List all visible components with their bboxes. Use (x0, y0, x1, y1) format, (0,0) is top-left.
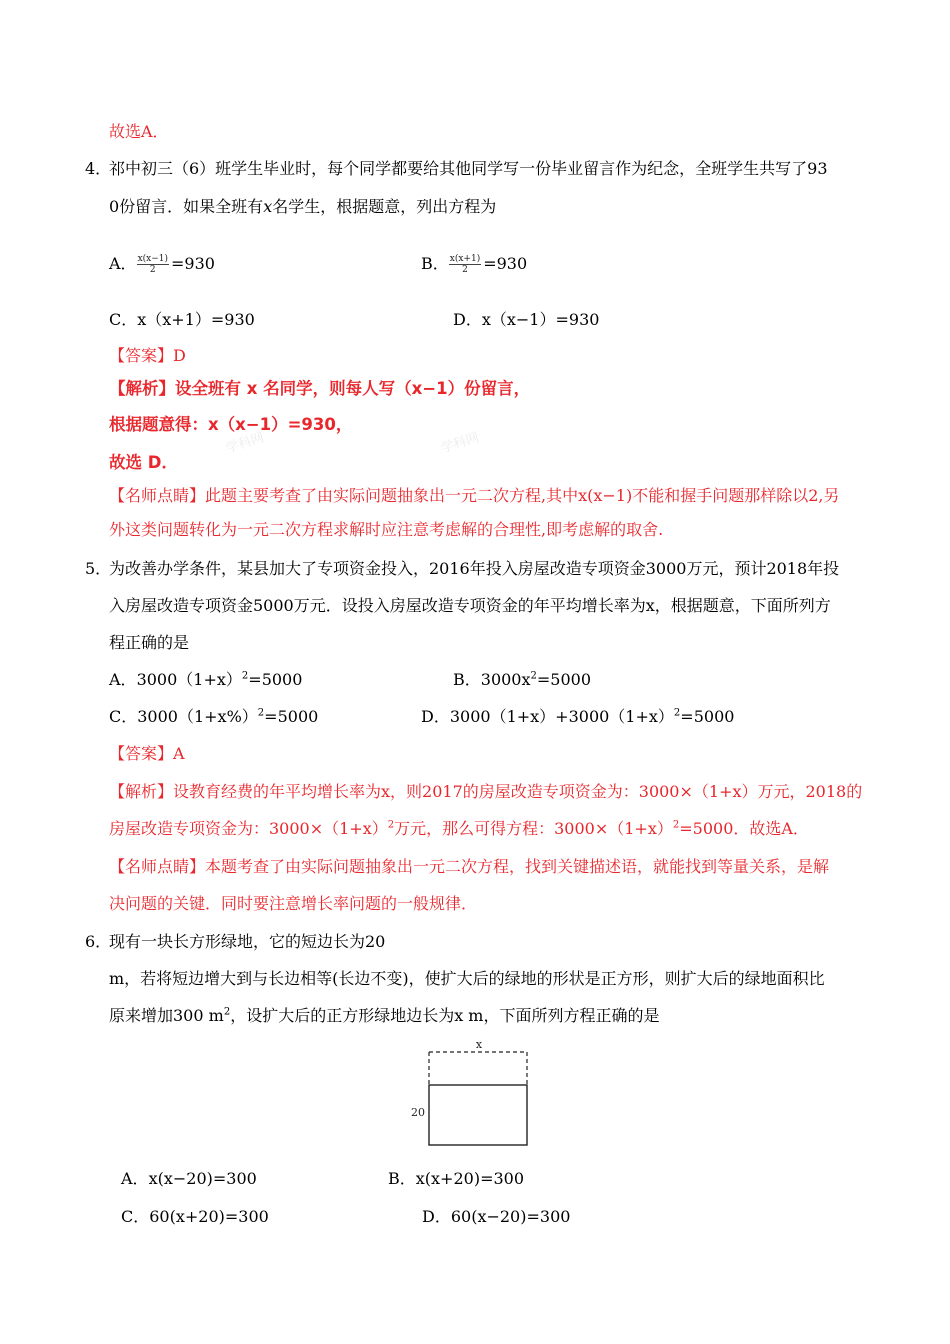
option-label: B． (421, 254, 449, 273)
figure-side-label: 20 (411, 1106, 425, 1119)
analysis-tag: 【解析】 (109, 782, 174, 801)
option-pre: 3000x (480, 670, 531, 689)
option-pre: 3000（1+x）+3000（1+x） (449, 707, 674, 726)
q5-stem-line3: 程正确的是 (109, 633, 190, 652)
q5-analysis-line1 (109, 781, 862, 803)
option-text: x（x−1）=930 (481, 310, 600, 329)
option-rest: =930 (483, 254, 528, 273)
tip-tag: 【名师点睛】 (109, 486, 206, 505)
answer-value: A (173, 744, 185, 763)
option-post: =5000 (264, 707, 319, 726)
q4-answer (109, 345, 186, 367)
option-label: B． (388, 1169, 416, 1188)
q6-figure (405, 1040, 545, 1150)
option-pre: 3000（1+x%） (137, 707, 258, 726)
exponent: 2 (673, 707, 681, 719)
answer-value: D (173, 346, 186, 365)
original-rectangle (429, 1085, 527, 1145)
q4-var: x (263, 197, 273, 216)
q5-option-d[interactable] (421, 706, 734, 728)
q5-option-a[interactable] (109, 669, 302, 691)
analysis-text: 万元，那么可得方程：3000×（1+x） (394, 819, 673, 838)
tip-text: 本题考查了由实际问题抽象出一元二次方程，找到关键描述语，就能找到等量关系，是解 (205, 857, 830, 876)
q5-analysis-line2 (109, 818, 809, 840)
q4-tip-line2: 外这类问题转化为一元二次方程求解时应注意考虑解的合理性,即考虑解的取舍. (109, 520, 664, 539)
fraction (449, 254, 481, 275)
option-label: A． (121, 1169, 149, 1188)
analysis-text: 设全班有 x 名同学，则每人写（x−1）份留言， (175, 379, 531, 398)
figure-top-label: x (475, 1040, 483, 1051)
q6-stem-line2: m，若将短边增大到与长边相等(长边不变)，使扩大后的绿地的形状是正方形，则扩大后的绿地面积比 (109, 969, 825, 988)
option-label: C． (109, 310, 138, 329)
q5-number: 5． (85, 559, 112, 578)
q6-option-a[interactable] (121, 1168, 257, 1190)
prev-conclusion: 故选A． (109, 122, 169, 141)
option-label: C． (109, 707, 138, 726)
fraction-numerator: x(x−1) (137, 254, 169, 264)
option-label: D． (453, 310, 482, 329)
analysis-text: 设教育经费的年平均增长率为x，则2017的房屋改造专项资金为：3000×（1+x）万元，2018的 (173, 782, 863, 801)
fraction-denominator: 2 (462, 265, 468, 275)
q6-stem-line3 (109, 1005, 659, 1027)
watermark: 学科网 (224, 430, 266, 457)
option-post: =5000 (536, 670, 592, 689)
tip-text: 此题主要考查了由实际问题抽象出一元二次方程,其中x(x−1)不能和握手问题那样除以2,另 (205, 486, 840, 505)
option-text: 60(x+20)=300 (149, 1207, 269, 1226)
exponent: 2 (223, 1006, 231, 1018)
q6-stem-line1: 现有一块长方形绿地，它的短边长为20 (109, 932, 386, 951)
option-post: =5000 (680, 707, 735, 726)
q4-stem-line2b: 名学生，根据题意，列出方程为 (272, 197, 497, 216)
option-label: C． (121, 1207, 150, 1226)
q4-tip-line1 (109, 485, 840, 507)
q4-stem-line2a: 0份留言．如果全班有 (109, 197, 264, 216)
fraction (137, 254, 169, 275)
q4-stem-line1: 祁中初三（6）班学生毕业时，每个同学都要给其他同学写一份毕业留言作为纪念，全班学生共写了93 (109, 159, 828, 178)
q5-option-b[interactable] (453, 669, 591, 691)
fraction-denominator: 2 (149, 265, 156, 275)
q5-tip-line2: 决问题的关键．同时要注意增长率问题的一般规律． (109, 894, 478, 913)
exponent: 2 (257, 707, 265, 719)
option-text: 60(x−20)=300 (450, 1207, 571, 1226)
q4-analysis-line1 (109, 378, 530, 400)
q6-option-b[interactable] (388, 1168, 524, 1190)
exponent: 2 (530, 670, 537, 682)
q4-number: 4． (85, 159, 112, 178)
option-pre: 3000（1+x） (136, 670, 242, 689)
q4-stem-line2 (109, 196, 496, 218)
q4-analysis-line2: 根据题意得：x（x−1）=930， (109, 415, 353, 434)
option-rest: =930 (171, 254, 215, 273)
exponent: 2 (387, 819, 395, 831)
q5-tip-line1 (109, 856, 829, 878)
option-label: A． (109, 670, 137, 689)
analysis-text: 房屋改造专项资金为：3000×（1+x） (109, 819, 388, 838)
fraction-numerator: x(x+1) (449, 254, 481, 264)
tip-tag: 【名师点睛】 (109, 857, 206, 876)
stem-text: ，设扩大后的正方形绿地边长为x m，下面所列方程正确的是 (230, 1006, 660, 1025)
q5-answer (109, 743, 185, 765)
stem-text: 原来增加300 m (109, 1006, 224, 1025)
q4-option-a[interactable] (109, 253, 215, 275)
q6-number: 6． (85, 932, 112, 951)
option-label: D． (422, 1207, 451, 1226)
q4-option-b[interactable] (421, 253, 527, 275)
q4-option-d[interactable] (453, 309, 599, 331)
option-label: A． (109, 254, 137, 273)
option-label: D． (421, 707, 450, 726)
answer-tag: 【答案】 (109, 744, 174, 763)
q4-option-c[interactable] (109, 309, 255, 331)
option-label: B． (453, 670, 481, 689)
option-post: =5000 (248, 670, 303, 689)
exponent: 2 (241, 670, 249, 682)
q5-stem-line2: 入房屋改造专项资金5000万元．设投入房屋改造专项资金的年平均增长率为x，根据题意，下面所列方 (109, 596, 831, 615)
analysis-tag: 【解析】 (109, 379, 175, 398)
option-text: x(x+20)=300 (415, 1169, 525, 1188)
watermark: 学科网 (439, 430, 481, 457)
q6-option-d[interactable] (422, 1206, 570, 1228)
q5-stem-line1: 为改善办学条件，某县加大了专项资金投入，2016年投入房屋改造专项资金3000万元，预计2018年投 (109, 559, 840, 578)
q5-option-c[interactable] (109, 706, 318, 728)
option-text: x（x+1）=930 (137, 310, 255, 329)
q6-option-c[interactable] (121, 1206, 269, 1228)
analysis-text: =5000．故选A． (679, 819, 809, 838)
answer-tag: 【答案】 (109, 346, 174, 365)
q4-analysis-line3: 故选 D． (109, 453, 178, 472)
option-text: x(x−20)=300 (148, 1169, 257, 1188)
exponent: 2 (672, 819, 680, 831)
rectangle-diagram (405, 1040, 545, 1150)
